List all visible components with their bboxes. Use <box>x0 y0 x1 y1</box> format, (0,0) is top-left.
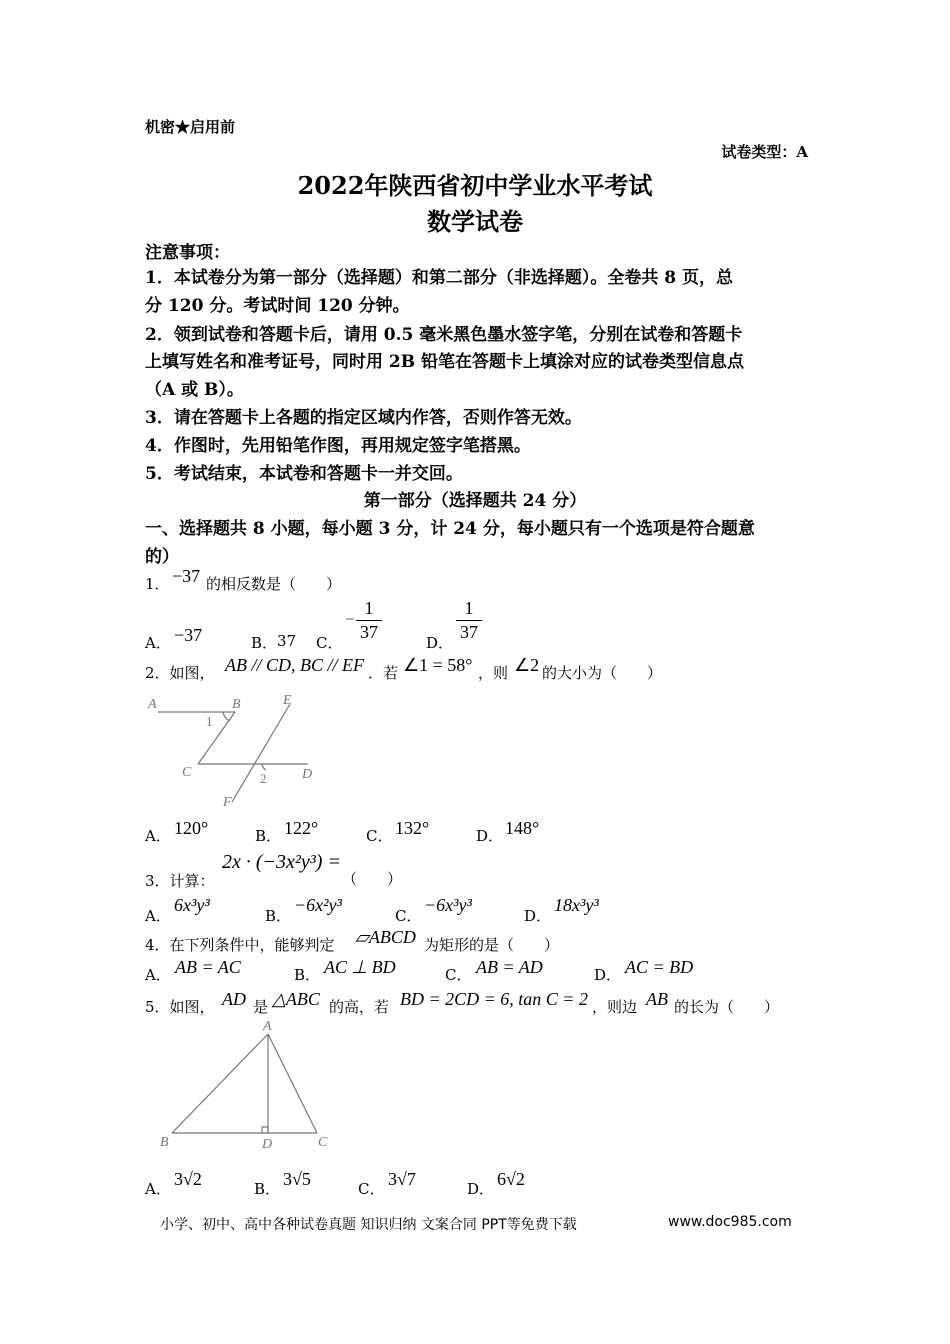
q4-option-b: AC ⊥ BD <box>324 957 396 977</box>
notice-item-2-cont: 上填写姓名和准考证号，同时用 2B 铅笔在答题卡上填涂对应的试卷类型信息点 <box>145 352 745 372</box>
q3-option-a: 6x³y³ <box>174 895 210 915</box>
q4-object: ▱ABCD <box>355 927 416 947</box>
q5-condition: BD = 2CD = 6, tan C = 2 <box>400 989 588 1009</box>
q3-option-c-label: C． <box>395 907 422 925</box>
q2-fig-label-f: F <box>223 795 232 810</box>
section-heading: 一、选择题共 8 小题，每小题 3 分，计 24 分，每小题只有一个选项是符合题意 <box>145 519 755 539</box>
q1-option-a-label: A． <box>145 634 171 652</box>
exam-title: 2022年陕西省初中学业水平考试 <box>297 171 653 200</box>
q2-fig-angle-2: 2 <box>260 771 267 786</box>
fraction-bar <box>456 620 482 621</box>
q2-option-a: 120° <box>174 818 209 838</box>
q5-number: 5．如图， <box>145 998 215 1016</box>
q2-then-text: ，则 <box>478 664 509 682</box>
q2-option-c-label: C． <box>366 827 393 845</box>
q2-asked-angle: ∠2 <box>514 655 540 675</box>
q3-option-d: 18x³y³ <box>554 895 599 915</box>
q5-option-b: 3√5 <box>283 1169 311 1189</box>
q1-option-a: −37 <box>174 625 203 645</box>
q5-fig-label-c: C <box>318 1135 328 1150</box>
q5-fig-label-b: B <box>160 1135 169 1150</box>
q2-option-c: 132° <box>395 818 430 838</box>
q5-ad: AD <box>222 989 246 1009</box>
q1-option-b-label: B． <box>251 634 278 652</box>
q4-option-c: AB = AD <box>476 957 543 977</box>
notice-item-1-cont: 分 120 分。考试时间 120 分钟。 <box>145 296 410 316</box>
q3-option-a-label: A． <box>145 907 171 925</box>
q5-option-a: 3√2 <box>174 1169 202 1189</box>
q2-angle: ∠1 = 58° <box>403 655 473 675</box>
q5-figure <box>155 1018 335 1153</box>
q2-fig-label-c: C <box>182 765 192 780</box>
q1-option-b: 37 <box>277 632 297 650</box>
q5-option-b-label: B． <box>254 1180 281 1198</box>
q3-expression: 2x · (−3x²y³) = <box>222 851 341 873</box>
q1-option-d-numerator: 1 <box>464 598 474 618</box>
q5-fig-label-d: D <box>262 1137 273 1152</box>
paper-type-label: 试卷类型：A <box>721 143 808 161</box>
q3-paren: （ ） <box>342 870 403 888</box>
section-heading-cont: 的） <box>145 547 179 567</box>
q2-mid-text: ．若 <box>368 664 399 682</box>
q5-tail-text: 的长为（ ） <box>674 998 780 1016</box>
q4-option-c-label: C． <box>445 966 472 984</box>
q2-option-d: 148° <box>505 818 540 838</box>
q5-triangle: △ABC <box>272 989 320 1009</box>
q5-ab: AB <box>646 989 668 1009</box>
fraction-bar <box>356 620 382 621</box>
q2-number: 2．如图， <box>145 664 215 682</box>
q4-option-a-label: A． <box>145 966 171 984</box>
q5-then-text: ，则边 <box>592 998 638 1016</box>
q1-number: 1． <box>145 575 170 593</box>
q1-option-c-denominator: 37 <box>360 622 378 642</box>
q4-tail-text: 为矩形的是（ ） <box>424 936 560 954</box>
q2-tail-text: 的大小为（ ） <box>542 664 663 682</box>
q5-option-c: 3√7 <box>388 1169 416 1189</box>
q3-option-b-label: B． <box>265 907 292 925</box>
q2-fig-label-e: E <box>283 693 292 708</box>
q1-option-c-label: C． <box>316 634 343 652</box>
q2-option-b-label: B． <box>255 827 282 845</box>
q5-option-a-label: A． <box>145 1180 171 1198</box>
q2-fig-label-b: B <box>232 697 241 712</box>
q2-option-a-label: A． <box>145 827 171 845</box>
q5-option-d-label: D． <box>467 1180 495 1198</box>
q2-condition: AB // CD, BC // EF <box>225 655 364 675</box>
q2-option-d-label: D． <box>476 827 504 845</box>
q1-text: 的相反数是（ ） <box>206 575 342 593</box>
q5-altitude-text: 的高，若 <box>329 998 390 1016</box>
q4-option-b-label: B． <box>294 966 321 984</box>
notice-item-3: 3．请在答题卡上各题的指定区域内作答，否则作答无效。 <box>145 408 582 428</box>
notice-item-2: 2．领到试卷和答题卡后，请用 0.5 毫米黑色墨水签字笔，分别在试卷和答题卡 <box>145 325 743 345</box>
notice-item-1: 1．本试卷分为第一部分（选择题）和第二部分（非选择题）。全卷共 8 页，总 <box>145 268 733 288</box>
notice-item-5: 5．考试结束，本试卷和答题卡一并交回。 <box>145 464 463 484</box>
q2-fig-angle-1: 1 <box>206 714 213 729</box>
q1-option-d-label: D． <box>426 634 454 652</box>
footer-url[interactable]: www.doc985.com <box>668 1214 792 1230</box>
q1-expression: −37 <box>172 566 201 586</box>
q5-option-d: 6√2 <box>497 1169 525 1189</box>
notice-item-4: 4．作图时，先用铅笔作图，再用规定签字笔搭黑。 <box>145 436 531 456</box>
q5-is-text: 是 <box>253 998 269 1016</box>
q2-option-b: 122° <box>284 818 319 838</box>
q4-option-d: AC = BD <box>625 957 694 977</box>
q4-number: 4．在下列条件中，能够判定 <box>145 936 335 954</box>
q5-fig-label-a: A <box>263 1019 272 1034</box>
q4-option-d-label: D． <box>594 966 622 984</box>
q3-number: 3．计算： <box>145 872 215 890</box>
q1-option-c-sign: − <box>345 609 356 629</box>
confidential-label: 机密★启用前 <box>145 118 236 136</box>
q3-option-c: −6x³y³ <box>424 895 472 915</box>
q2-figure <box>140 690 330 810</box>
q1-option-d-denominator: 37 <box>460 622 478 642</box>
footer-ad-text: 小学、初中、高中各种试卷真题 知识归纳 文案合同 PPT等免费下载 <box>160 1217 577 1233</box>
q1-option-d-fraction <box>456 598 482 643</box>
q1-option-c-fraction <box>356 598 382 643</box>
exam-subtitle: 数学试卷 <box>427 207 523 236</box>
notice-heading: 注意事项： <box>145 243 230 263</box>
q3-option-b: −6x²y³ <box>294 895 342 915</box>
q5-option-c-label: C． <box>358 1180 385 1198</box>
q4-option-a: AB = AC <box>175 957 241 977</box>
q1-option-c-numerator: 1 <box>364 598 374 618</box>
notice-item-2-cont2: （A 或 B）。 <box>145 380 244 400</box>
q2-fig-label-d: D <box>302 767 313 782</box>
q2-fig-label-a: A <box>148 697 157 712</box>
part1-heading: 第一部分（选择题共 24 分） <box>363 491 587 511</box>
q3-option-d-label: D． <box>524 907 552 925</box>
